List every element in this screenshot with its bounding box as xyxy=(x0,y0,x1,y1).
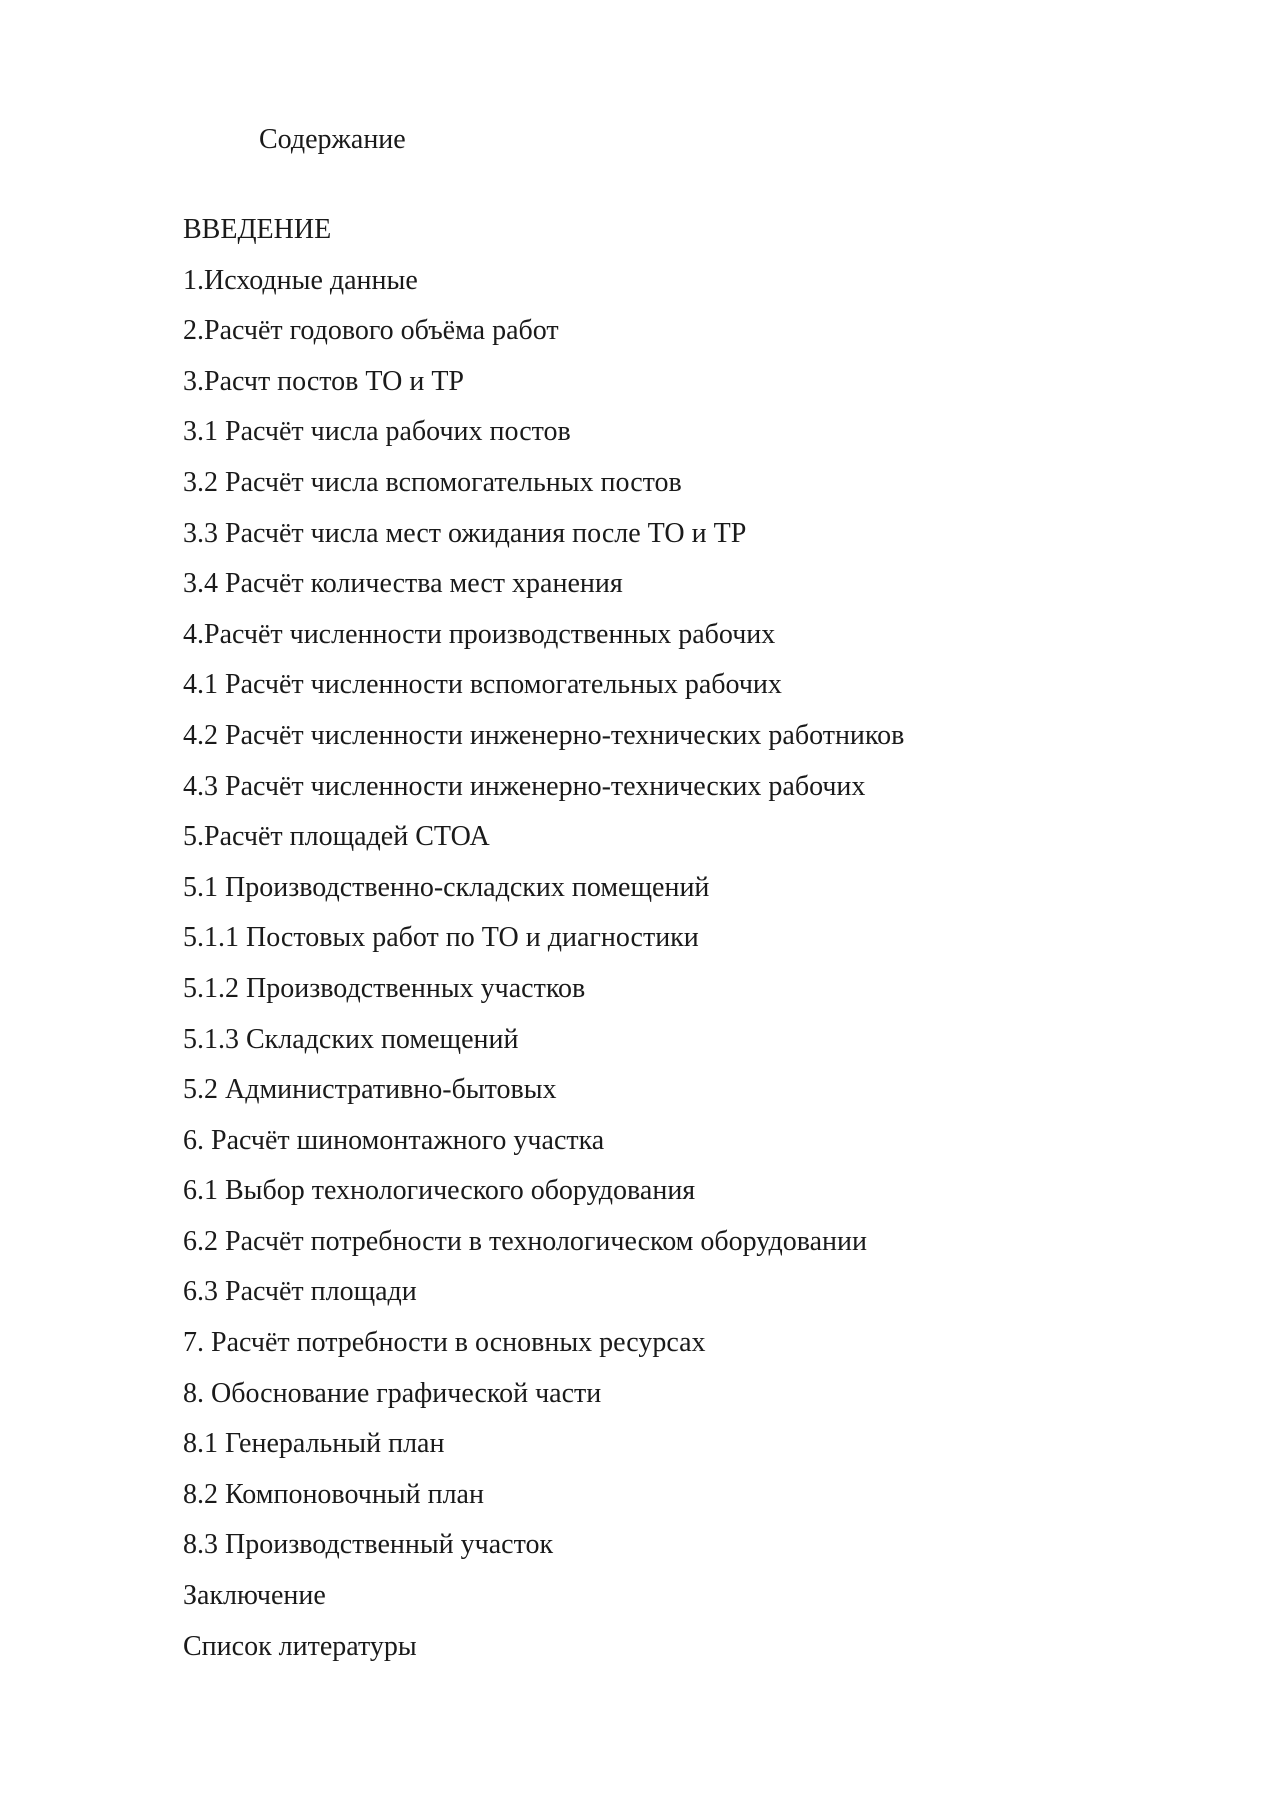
toc-item-6-2: 6.2 Расчёт потребности в технологическом оборудовании xyxy=(183,1225,867,1257)
toc-item-1: 1.Исходные данные xyxy=(183,264,418,296)
toc-item-2: 2.Расчёт годового объёма работ xyxy=(183,315,559,347)
toc-item-8-2: 8.2 Компоновочный план xyxy=(183,1478,484,1510)
table-of-contents xyxy=(183,210,904,1677)
toc-item-5: 5.Расчёт площадей СТОА xyxy=(183,821,490,853)
toc-item-5-2: 5.2 Административно-бытовых xyxy=(183,1074,557,1106)
toc-item-3-3: 3.3 Расчёт числа мест ожидания после ТО и ТР xyxy=(183,517,747,549)
page-title: Содержание xyxy=(259,124,406,155)
toc-item-4-3: 4.3 Расчёт численности инженерно-технических рабочих xyxy=(183,770,866,802)
toc-item-4: 4.Расчёт численности производственных рабочих xyxy=(183,618,776,650)
toc-item-5-1-3: 5.1.3 Складских помещений xyxy=(183,1023,519,1055)
toc-item-6-1: 6.1 Выбор технологического оборудования xyxy=(183,1175,696,1207)
toc-item-5-1-2: 5.1.2 Производственных участков xyxy=(183,972,586,1004)
toc-item-6: 6. Расчёт шиномонтажного участка xyxy=(183,1124,605,1156)
toc-item-8: 8. Обоснование графической части xyxy=(183,1377,602,1409)
toc-item-7: 7. Расчёт потребности в основных ресурсах xyxy=(183,1327,706,1359)
toc-item-3: 3.Расчт постов ТО и ТР xyxy=(183,365,464,397)
toc-item-4-1: 4.1 Расчёт численности вспомогательных рабочих xyxy=(183,669,782,701)
toc-item-5-1: 5.1 Производственно-складских помещений xyxy=(183,871,710,903)
toc-item-3-4: 3.4 Расчёт количества мест хранения xyxy=(183,568,623,600)
toc-item-conclusion: Заключение xyxy=(183,1580,326,1612)
toc-item-introduction: ВВЕДЕНИЕ xyxy=(183,214,332,245)
toc-item-8-3: 8.3 Производственный участок xyxy=(183,1529,554,1561)
toc-item-references: Список литературы xyxy=(183,1630,417,1662)
toc-item-8-1: 8.1 Генеральный план xyxy=(183,1428,445,1460)
toc-item-5-1-1: 5.1.1 Постовых работ по ТО и диагностики xyxy=(183,922,699,954)
toc-item-6-3: 6.3 Расчёт площади xyxy=(183,1276,417,1308)
toc-item-3-2: 3.2 Расчёт числа вспомогательных постов xyxy=(183,466,682,498)
toc-item-4-2: 4.2 Расчёт численности инженерно-технических работников xyxy=(183,719,905,751)
toc-item-3-1: 3.1 Расчёт числа рабочих постов xyxy=(183,416,571,448)
